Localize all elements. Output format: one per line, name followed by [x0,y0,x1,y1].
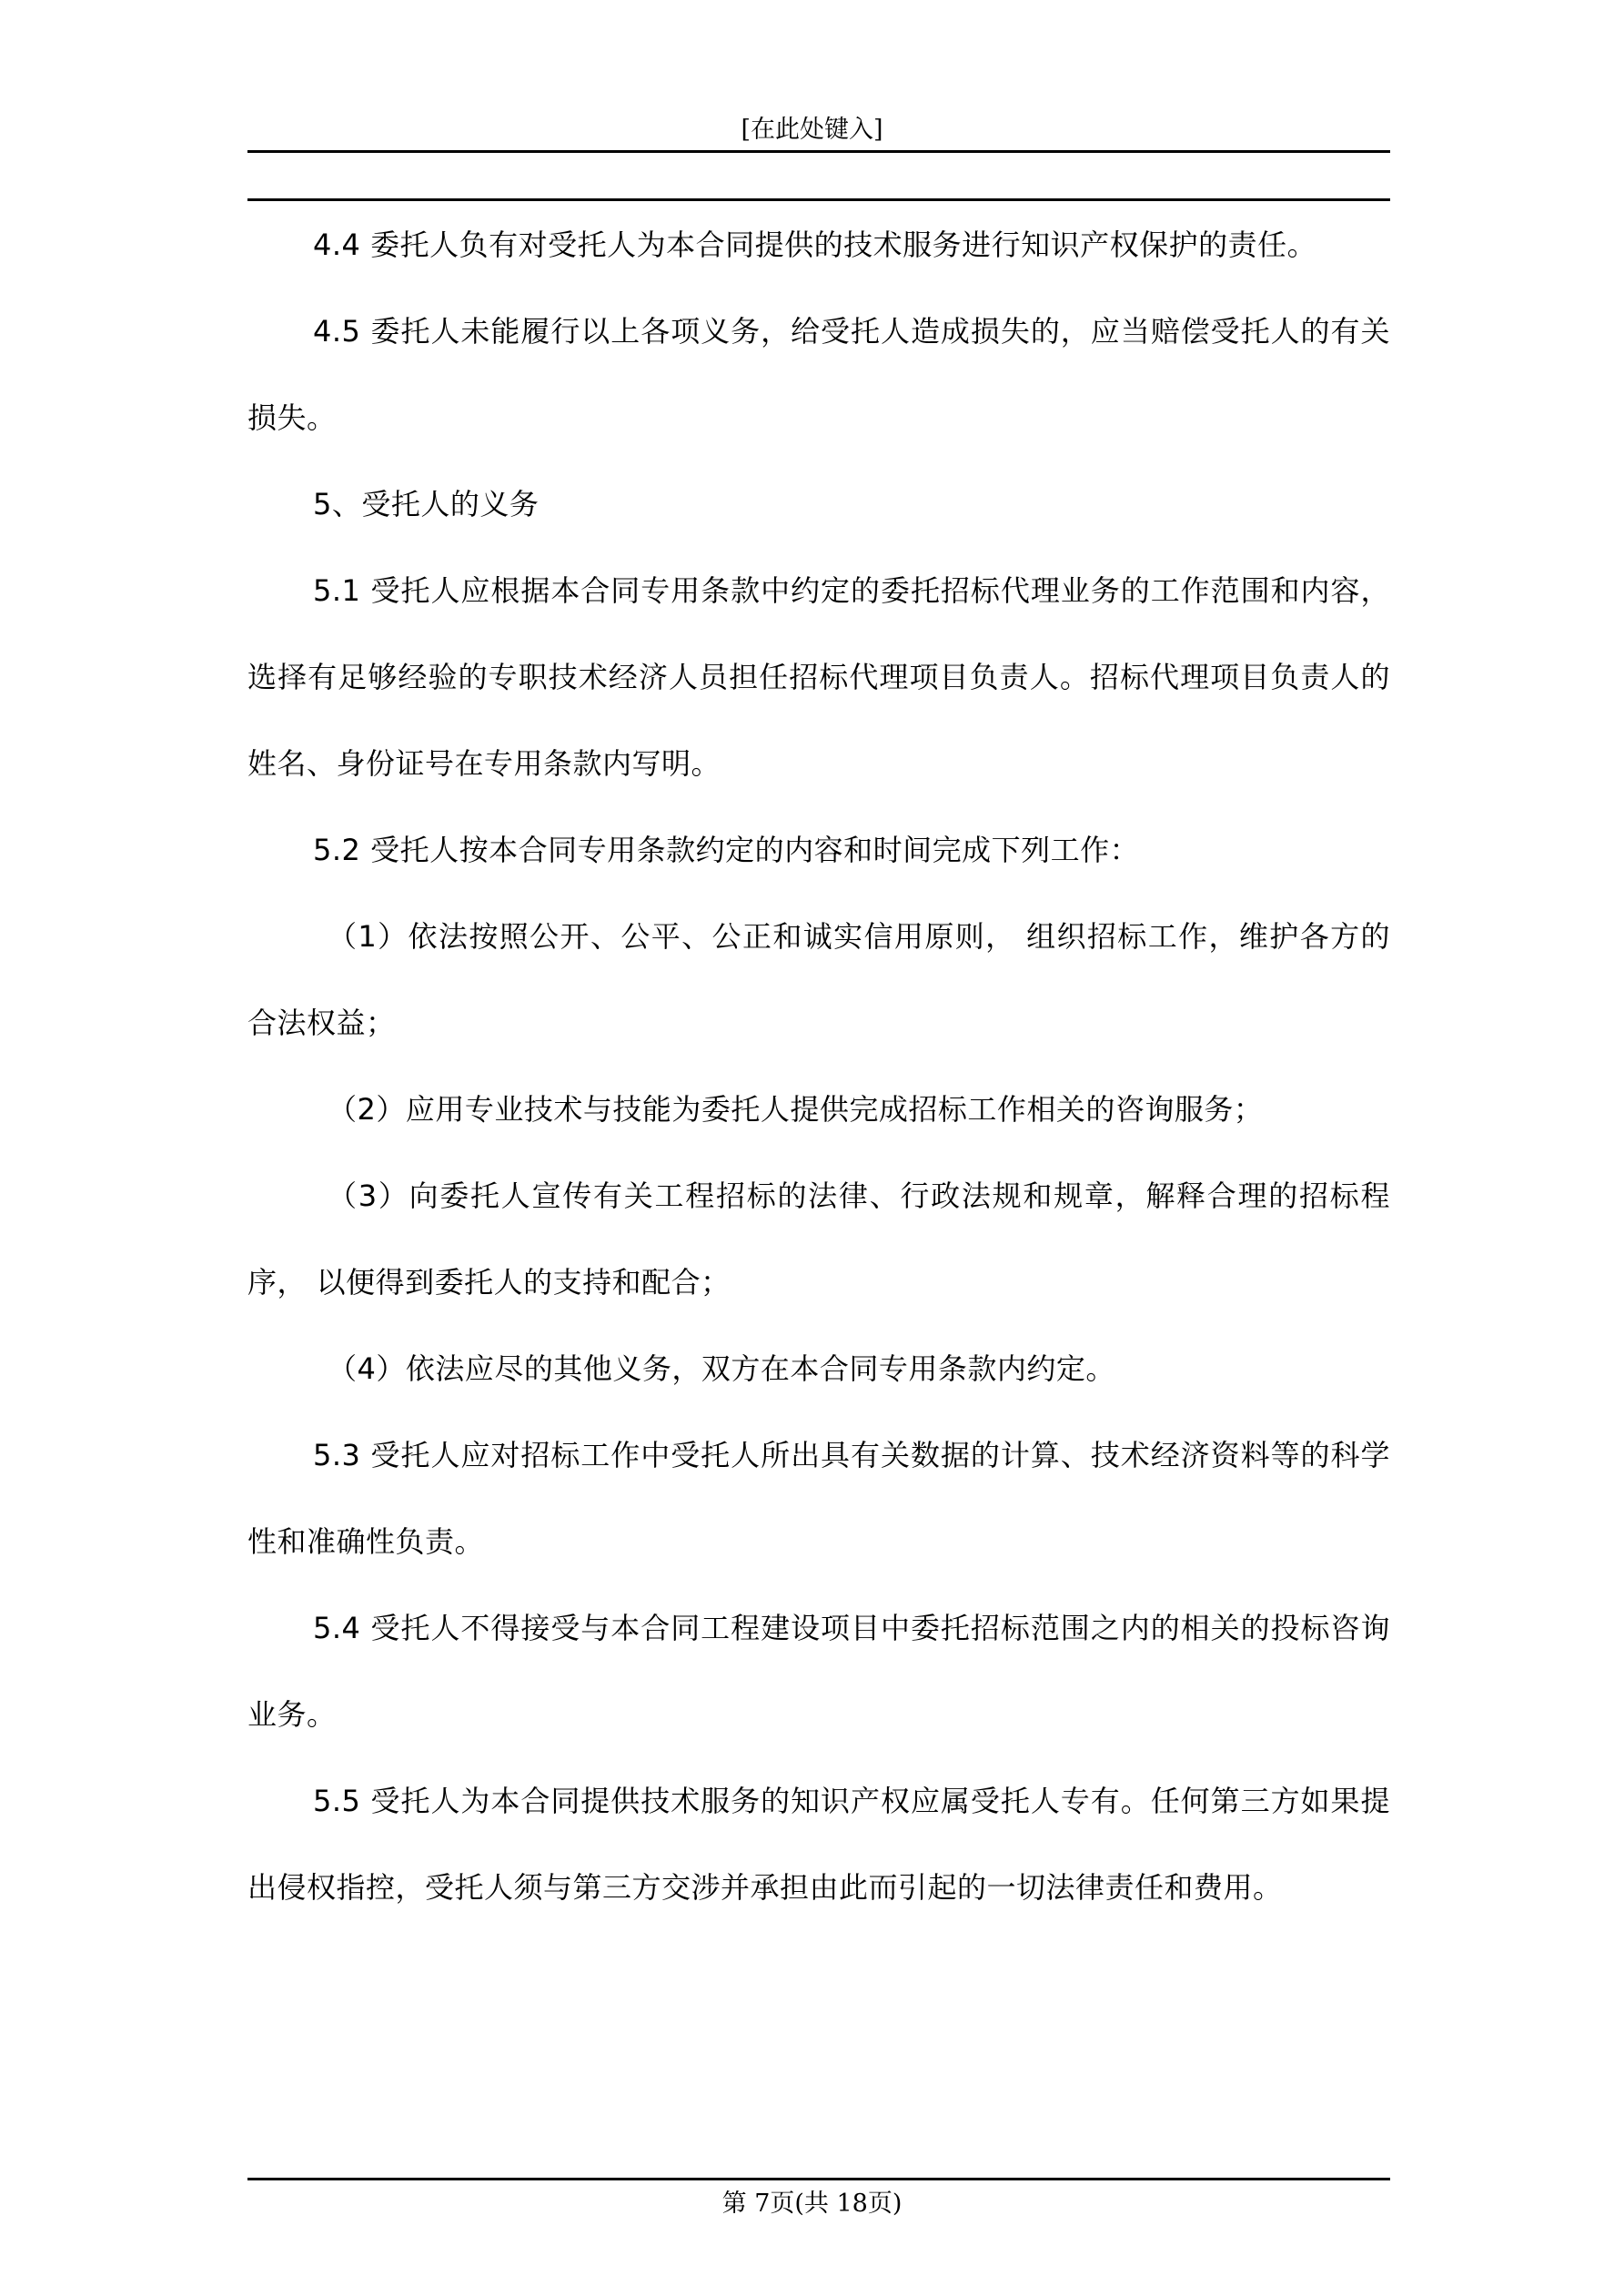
clause-5-2-item-1: （1）依法按照公开、公平、公正和诚实信用原则， 组织招标工作，维护各方的合法权益； [247,919,1390,1040]
clause-5-2-item-3: （3）向委托人宣传有关工程招标的法律、行政法规和规章，解释合理的招标程序， 以便得到委托人的支持和配合； [247,1178,1390,1300]
document-body [247,202,1390,1931]
clause-5-2-item-4: （4）依法应尽的其他义务，双方在本合同专用条款内约定。 [328,1351,1115,1386]
header-rule-secondary [247,198,1390,201]
clause-5-1: 5.1 受托人应根据本合同专用条款中约定的委托招标代理业务的工作范围和内容，选择有足够经验的专职技术经济人员担任招标代理项目负责人。招标代理项目负责人的姓名、身份证号在专用条款内写明。 [247,573,1390,781]
clause-5-2: 5.2 受托人按本合同专用条款约定的内容和时间完成下列工作： [313,833,1140,867]
page-header: [在此处键入] [741,116,883,144]
footer-rule [247,2178,1390,2180]
section-5-heading: 5、受托人的义务 [313,487,540,521]
clause-5-4: 5.4 受托人不得接受与本合同工程建设项目中委托招标范围之内的相关的投标咨询业务。 [247,1611,1390,1732]
clause-4-4: 4.4 委托人负有对受托人为本合同提供的技术服务进行知识产权保护的责任。 [313,228,1317,262]
clause-5-2-item-2: （2）应用专业技术与技能为委托人提供完成招标工作相关的咨询服务； [328,1092,1264,1127]
header-rule [247,150,1390,153]
clause-5-3: 5.3 受托人应对招标工作中受托人所出具有关数据的计算、技术经济资料等的科学性和准确性负责。 [247,1438,1390,1559]
clause-4-5: 4.5 委托人未能履行以上各项义务，给受托人造成损失的，应当赔偿受托人的有关损失。 [247,314,1390,435]
page-footer: 第 7页(共 18页) [721,2190,903,2218]
clause-5-5: 5.5 受托人为本合同提供技术服务的知识产权应属受托人专有。任何第三方如果提出侵权指控，受托人须与第三方交涉并承担由此而引起的一切法律责任和费用。 [247,1784,1390,1905]
